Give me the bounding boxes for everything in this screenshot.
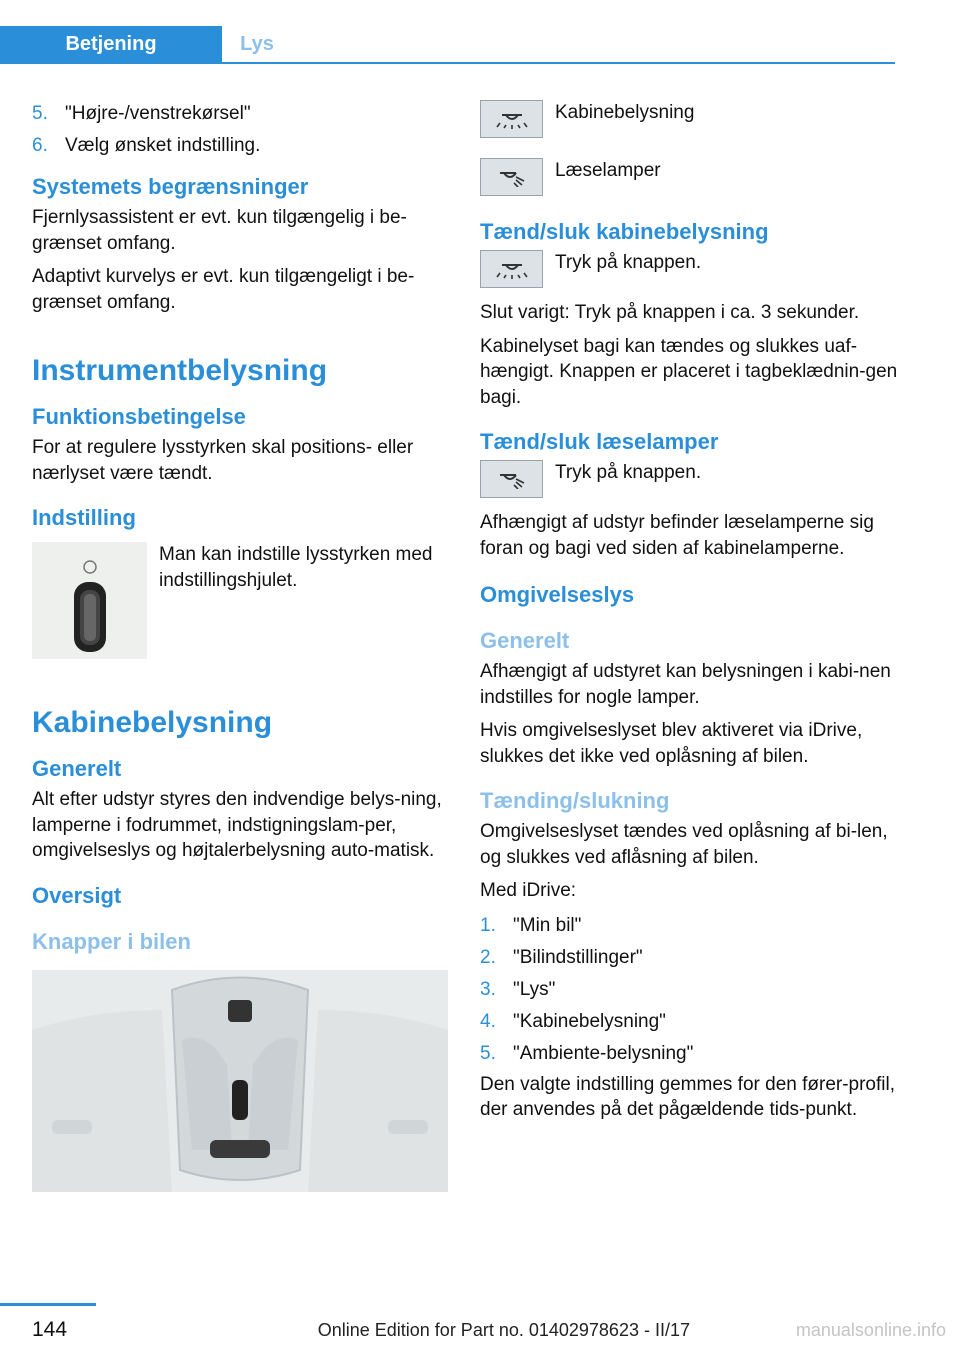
heading-oversigt: Oversigt: [32, 882, 122, 908]
icon-row-tryk-1: [480, 250, 898, 288]
paragraph: Omgivelseslyset tændes ved oplåsning af bi-len, og slukkes ved aflåsning af bilen.: [480, 821, 888, 868]
paragraph: Hvis omgivelseslyset blev aktiveret via iDrive, slukkes det ikke ved oplåsning af bilen.: [480, 720, 863, 767]
indstilling-row: [32, 542, 450, 659]
right-column: [480, 100, 898, 1131]
list-item: [480, 976, 898, 1003]
paragraph: Afhængigt af udstyret kan belysningen i kabi-nen indstilles for nogle lamper.: [480, 661, 891, 708]
list-number: 6.: [32, 135, 48, 156]
heading-instrumentbelysning: Instrumentbelysning: [32, 354, 328, 387]
paragraph: Adaptivt kurvelys er evt. kun tilgængeligt i be-grænset omfang.: [32, 266, 415, 313]
heading-systemets-begraensninger: Systemets begrænsninger: [32, 174, 309, 199]
watermark: manualsonline.info: [795, 1320, 946, 1340]
list-text: "Lys": [513, 978, 556, 1000]
list-number: 4.: [480, 1010, 496, 1032]
list-number: 5.: [480, 1042, 496, 1064]
heading-taending-slukning: Tænding/slukning: [480, 788, 670, 813]
left-column: [32, 100, 450, 1192]
cabin-light-icon: [480, 250, 543, 288]
heading-indstilling: Indstilling: [32, 505, 136, 530]
list-item: [480, 944, 898, 971]
list-number: 2.: [480, 946, 496, 968]
list-text: "Bilindstillinger": [513, 946, 643, 968]
heading-generelt: Generelt: [32, 756, 122, 781]
header-tab-bar: [0, 0, 895, 64]
list-item: [480, 1040, 898, 1067]
page-number: 144: [32, 1318, 68, 1341]
list-text: "Min bil": [513, 914, 582, 936]
instruction-text: Tryk på knappen.: [555, 462, 702, 483]
paragraph: Afhængigt af udstyr befinder læselamperne sig foran og bagi ved siden af kabinelamperne.: [480, 512, 874, 559]
tab-lys[interactable]: Lys: [240, 33, 274, 55]
heading-taend-sluk-laeselamper: Tænd/sluk læselamper: [480, 429, 719, 454]
heading-taend-sluk-kabinebelysning: Tænd/sluk kabinebelysning: [480, 219, 769, 244]
paragraph: Slut varigt: Tryk på knappen i ca. 3 sekunder.: [480, 302, 860, 323]
heading-funktionsbetingelse: Funktionsbetingelse: [32, 404, 246, 429]
tab-betjening[interactable]: Betjening: [0, 26, 222, 62]
icon-label: Kabinebelysning: [555, 102, 695, 123]
icon-row-kabinebelysning: [480, 100, 898, 138]
list-item: [32, 132, 450, 159]
paragraph: Den valgte indstilling gemmes for den fører-profil, der anvendes på det pågældende tids-punkt.: [480, 1073, 896, 1120]
reading-light-icon: [480, 460, 543, 498]
cabin-light-icon: [480, 100, 543, 138]
list-item: [32, 100, 450, 127]
paragraph: Alt efter udstyr styres den indvendige belys-ning, lamperne i fodrummet, indstigningslam-per, omgivelseslys og højtalerbelysning auto-matisk.: [32, 789, 442, 861]
list-number: 3.: [480, 978, 496, 1000]
paragraph: Fjernlysassistent er evt. kun tilgængelig i be-grænset omfang.: [32, 207, 407, 254]
icon-row-tryk-2: [480, 460, 898, 498]
heading-knapper-i-bilen: Knapper i bilen: [32, 928, 191, 954]
list-text: "Højre-/venstrekørsel": [65, 103, 251, 124]
list-number: 5.: [32, 103, 48, 124]
dimmer-wheel-image: [32, 542, 147, 659]
list-text: Vælg ønsket indstilling.: [65, 135, 261, 156]
icon-label: Læselamper: [555, 160, 661, 181]
icon-row-laeselamper: [480, 158, 898, 196]
list-item: [480, 1008, 898, 1035]
edition-text: Online Edition for Part no. 01402978623 - II/17: [317, 1320, 690, 1340]
heading-kabinebelysning: Kabinebelysning: [32, 706, 273, 739]
heading-omgivelseslys: Omgivelseslys: [480, 582, 635, 607]
paragraph: For at regulere lysstyrken skal positions- eller nærlyset være tændt.: [32, 437, 414, 484]
paragraph: Kabinelyset bagi kan tændes og slukkes uaf-hængigt. Knappen er placeret i tagbeklædnin-gen bagi.: [480, 335, 898, 408]
list-number: 1.: [480, 914, 496, 936]
footer-accent-line: [0, 1303, 96, 1306]
indstilling-text: Man kan indstille lysstyrken med indstillingshjulet.: [159, 544, 433, 591]
list-item: [480, 912, 898, 939]
overhead-console-image: [32, 970, 448, 1192]
heading-generelt-sub: Generelt: [480, 628, 570, 653]
list-text: "Ambiente-belysning": [513, 1042, 694, 1064]
reading-light-icon: [480, 158, 543, 196]
instruction-text: Tryk på knappen.: [555, 252, 702, 273]
paragraph: Med iDrive:: [480, 880, 577, 901]
list-text: "Kabinebelysning": [513, 1010, 666, 1032]
